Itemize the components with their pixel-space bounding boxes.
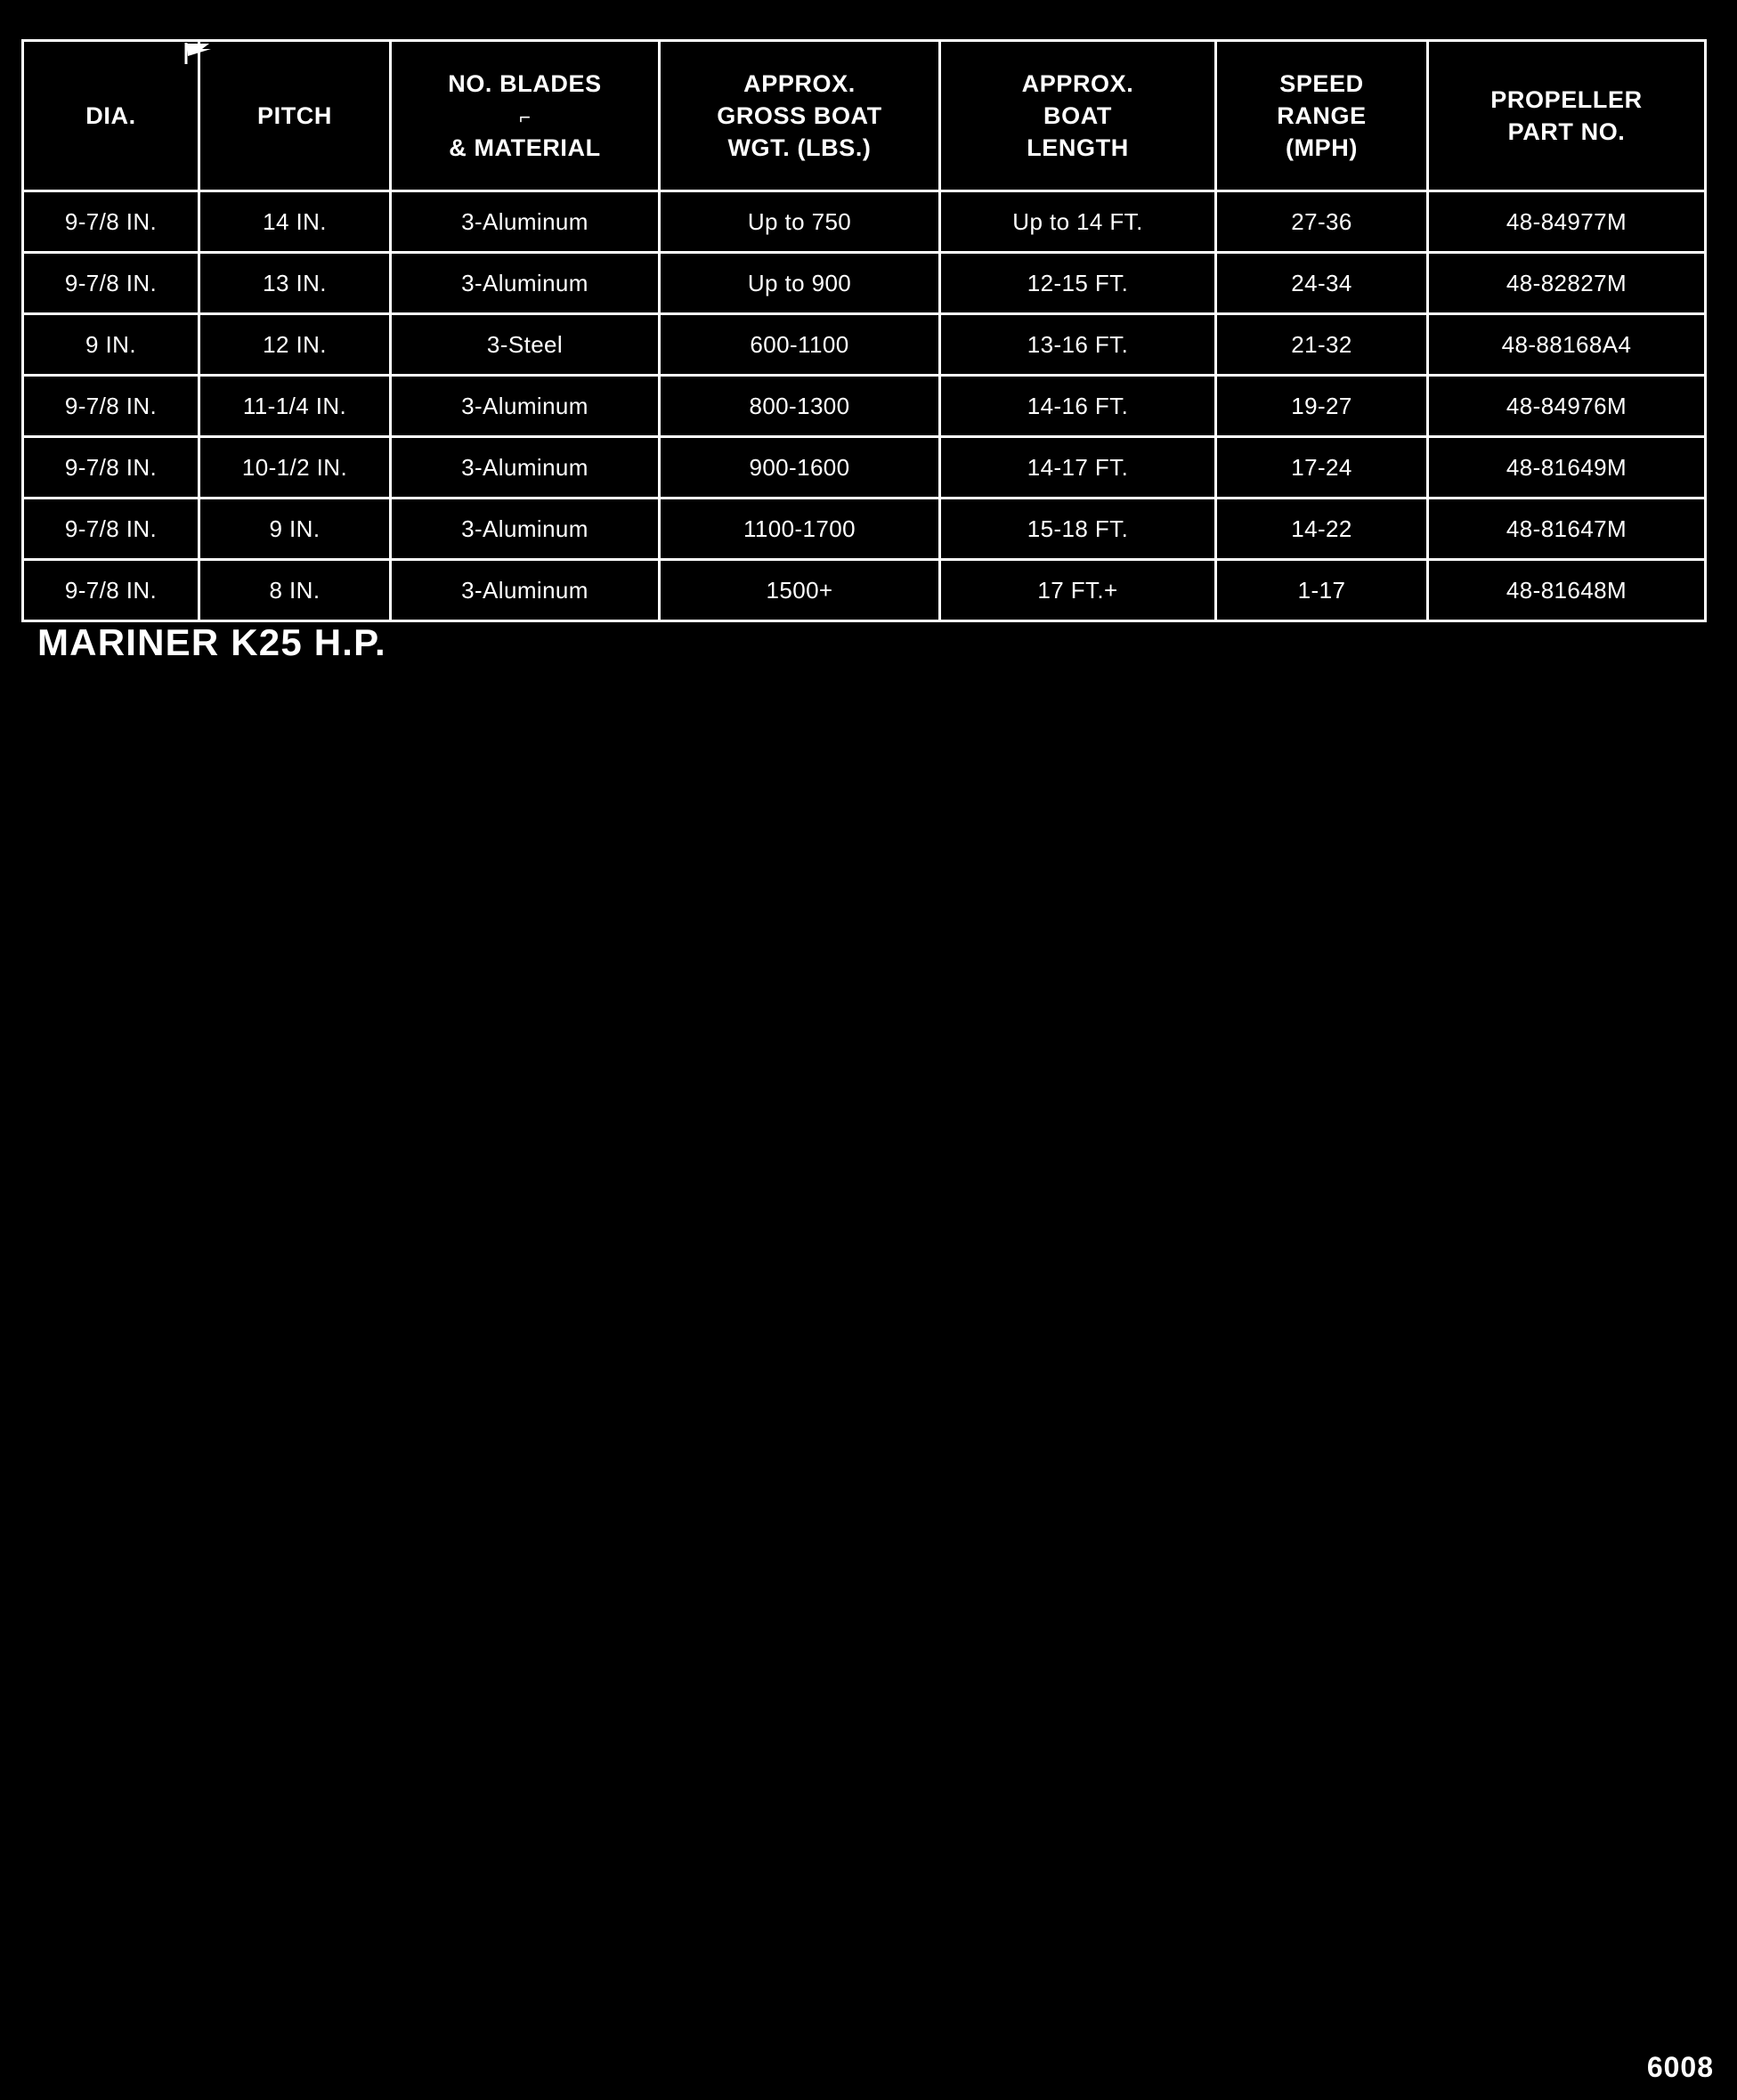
column-header-blades-line-1: NO. BLADES [448,69,602,97]
cell-boat-length: Up to 14 FT. [940,191,1216,253]
cell-pitch: 14 IN. [199,191,391,253]
cell-speed-range: 27-36 [1216,191,1428,253]
cell-blades: 3-Aluminum [391,499,660,560]
cell-speed-range: 1-17 [1216,560,1428,621]
column-header-dia [23,41,199,191]
cell-boat-length: 17 FT.+ [940,560,1216,621]
cell-pitch: 9 IN. [199,499,391,560]
cell-dia: 9-7/8 IN. [23,499,199,560]
cell-gross-weight: Up to 900 [660,253,940,314]
cell-blades: 3-Aluminum [391,253,660,314]
cell-speed-range: 14-22 [1216,499,1428,560]
cell-part-number: 48-84976M [1428,376,1706,437]
column-header-pitch [199,41,391,191]
tick-mark-blades: ⌐ [519,105,531,128]
table-header-row [23,41,1706,191]
cell-pitch: 8 IN. [199,560,391,621]
column-header-blades-material [391,41,660,191]
table-row [23,376,1706,437]
column-header-pitch-line-1: PITCH [257,101,332,129]
cell-dia: 9-7/8 IN. [23,560,199,621]
propeller-specification-table-container [21,39,1704,622]
cell-part-number: 48-81649M [1428,437,1706,499]
cell-blades: 3-Aluminum [391,560,660,621]
cell-pitch: 12 IN. [199,314,391,376]
cell-part-number: 48-82827M [1428,253,1706,314]
cell-dia: 9-7/8 IN. [23,191,199,253]
cell-part-number: 48-84977M [1428,191,1706,253]
column-header-part-line-1: PROPELLER [1490,85,1643,113]
table-body [23,191,1706,621]
cell-blades: 3-Aluminum [391,376,660,437]
propeller-specification-table [21,39,1707,622]
column-header-gross-line-3: WGT. (LBS.) [727,134,872,162]
cell-gross-weight: Up to 750 [660,191,940,253]
column-header-part-line-2: PART NO. [1507,118,1626,145]
cell-speed-range: 24-34 [1216,253,1428,314]
cell-speed-range: 21-32 [1216,314,1428,376]
column-header-length-line-2: BOAT [1043,101,1112,129]
cell-blades: 3-Steel [391,314,660,376]
column-header-boat-length [940,41,1216,191]
column-header-speed-line-3: (MPH) [1286,134,1358,162]
cell-pitch: 13 IN. [199,253,391,314]
cell-dia: 9-7/8 IN. [23,376,199,437]
column-header-speed-line-1: SPEED [1279,69,1364,97]
cell-part-number: 48-88168A4 [1428,314,1706,376]
column-header-gross-boat-weight [660,41,940,191]
column-header-length-line-3: LENGTH [1027,134,1129,162]
cell-boat-length: 12-15 FT. [940,253,1216,314]
page-title: MARINER K25 H.P. [37,621,386,663]
cell-dia: 9-7/8 IN. [23,253,199,314]
cell-speed-range: 17-24 [1216,437,1428,499]
cell-boat-length: 14-16 FT. [940,376,1216,437]
column-header-gross-line-2: GROSS BOAT [717,101,882,129]
cell-gross-weight: 900-1600 [660,437,940,499]
cell-boat-length: 15-18 FT. [940,499,1216,560]
column-header-gross-line-1: APPROX. [743,69,856,97]
cell-gross-weight: 800-1300 [660,376,940,437]
column-header-blades-line-2: & MATERIAL [449,134,601,162]
page-number: 6008 [1646,2051,1714,2083]
cell-pitch: 10-1/2 IN. [199,437,391,499]
cell-gross-weight: 1100-1700 [660,499,940,560]
column-header-speed-range [1216,41,1428,191]
table-row [23,191,1706,253]
table-row [23,499,1706,560]
table-row [23,437,1706,499]
cell-boat-length: 13-16 FT. [940,314,1216,376]
column-header-dia-line-1: DIA. [85,101,136,129]
cell-speed-range: 19-27 [1216,376,1428,437]
table-header [23,41,1706,191]
column-header-speed-line-2: RANGE [1277,101,1367,129]
table-row [23,314,1706,376]
table-row [23,560,1706,621]
cell-blades: 3-Aluminum [391,191,660,253]
cell-part-number: 48-81648M [1428,560,1706,621]
cell-gross-weight: 1500+ [660,560,940,621]
column-header-length-line-1: APPROX. [1021,69,1134,97]
cell-part-number: 48-81647M [1428,499,1706,560]
cell-dia: 9-7/8 IN. [23,437,199,499]
cell-dia: 9 IN. [23,314,199,376]
cell-gross-weight: 600-1100 [660,314,940,376]
cell-blades: 3-Aluminum [391,437,660,499]
cell-pitch: 11-1/4 IN. [199,376,391,437]
cell-boat-length: 14-17 FT. [940,437,1216,499]
table-row [23,253,1706,314]
column-header-propeller-part-no [1428,41,1706,191]
